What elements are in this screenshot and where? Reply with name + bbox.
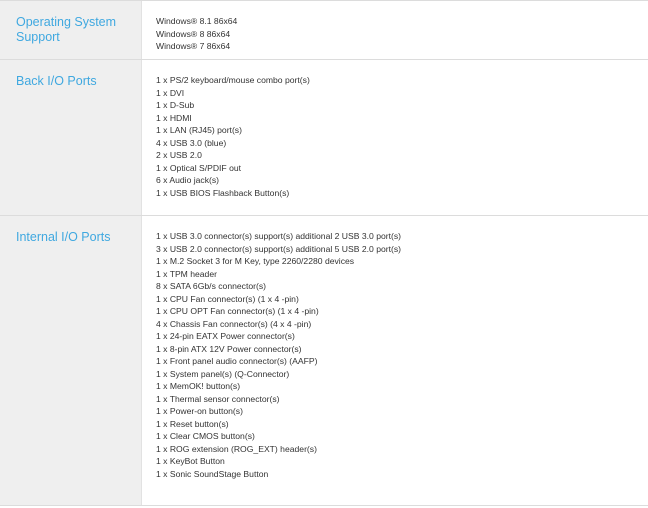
spec-value-item: 1 x Optical S/PDIF out bbox=[156, 162, 242, 173]
spec-value-item: 1 x CPU OPT Fan connector(s) (1 x 4 -pin) bbox=[156, 306, 319, 316]
spec-value-item: 1 x Sonic SoundStage Button bbox=[156, 468, 269, 479]
spec-label-cell bbox=[0, 1, 142, 59]
spec-value-item: Windows® 8 86x64 bbox=[156, 28, 231, 39]
spec-value-item: 8 x SATA 6Gb/s connector(s) bbox=[156, 281, 267, 291]
spec-value-item: 4 x Chassis Fan connector(s) (4 x 4 -pin) bbox=[156, 318, 312, 329]
spec-value-item: 3 x USB 2.0 connector(s) support(s) additional 5 USB 2.0 port(s) bbox=[156, 243, 402, 254]
spec-value-item: 1 x M.2 Socket 3 for M Key, type 2260/2280 devices bbox=[156, 256, 355, 266]
spec-value-item: 1 x Clear CMOS button(s) bbox=[156, 431, 255, 441]
spec-value-item: 1 x DVI bbox=[156, 87, 185, 98]
spec-value-list bbox=[156, 230, 648, 480]
spec-value-item: 1 x 8-pin ATX 12V Power connector(s) bbox=[156, 343, 302, 354]
spec-value-item: Windows® 8.1 86x64 bbox=[156, 16, 238, 26]
spec-value-item: 1 x MemOK! button(s) bbox=[156, 381, 241, 391]
spec-value-item: 1 x Reset button(s) bbox=[156, 418, 229, 429]
spec-value-item: 4 x USB 3.0 (blue) bbox=[156, 137, 227, 148]
spec-label-cell bbox=[0, 60, 142, 215]
spec-label-internal-io-ports: Internal I/O Ports bbox=[16, 230, 111, 244]
spec-value-item: 1 x D-Sub bbox=[156, 100, 195, 110]
spec-value-item: 6 x Audio jack(s) bbox=[156, 175, 220, 185]
spec-value-item: 1 x Power-on button(s) bbox=[156, 406, 243, 416]
spec-value-item: 1 x ROG extension (ROG_EXT) header(s) bbox=[156, 443, 317, 454]
spec-value-item: 1 x 24-pin EATX Power connector(s) bbox=[156, 331, 295, 341]
spec-value-list bbox=[156, 15, 648, 53]
spec-value-item: 1 x LAN (RJ45) port(s) bbox=[156, 125, 242, 135]
spec-value-item: 1 x System panel(s) (Q-Connector) bbox=[156, 368, 290, 379]
spec-value-cell bbox=[142, 216, 648, 505]
spec-value-item: 1 x KeyBot Button bbox=[156, 456, 225, 466]
spec-row-operating-system-support bbox=[0, 0, 648, 60]
spec-value-item: 1 x TPM header bbox=[156, 268, 217, 279]
spec-value-item: 1 x PS/2 keyboard/mouse combo port(s) bbox=[156, 75, 310, 85]
spec-label-back-io-ports: Back I/O Ports bbox=[16, 74, 97, 88]
spec-label-cell bbox=[0, 216, 142, 505]
spec-value-item: 1 x USB 3.0 connector(s) support(s) additional 2 USB 3.0 port(s) bbox=[156, 231, 402, 241]
spec-value-item: Windows® 7 86x64 bbox=[156, 41, 231, 51]
spec-row-internal-io-ports bbox=[0, 216, 648, 506]
spec-value-item: 2 x USB 2.0 bbox=[156, 150, 202, 160]
spec-label-operating-system-support: Operating System Support bbox=[16, 15, 117, 44]
spec-row-back-io-ports bbox=[0, 60, 648, 216]
spec-value-item: 1 x Front panel audio connector(s) (AAFP) bbox=[156, 356, 318, 366]
spec-value-item: 1 x CPU Fan connector(s) (1 x 4 -pin) bbox=[156, 293, 299, 304]
spec-value-item: 1 x Thermal sensor connector(s) bbox=[156, 393, 280, 404]
spec-value-item: 1 x HDMI bbox=[156, 112, 192, 123]
spec-value-list bbox=[156, 74, 648, 199]
spec-value-cell bbox=[142, 1, 648, 59]
spec-value-item: 1 x USB BIOS Flashback Button(s) bbox=[156, 187, 290, 198]
spec-value-cell bbox=[142, 60, 648, 215]
